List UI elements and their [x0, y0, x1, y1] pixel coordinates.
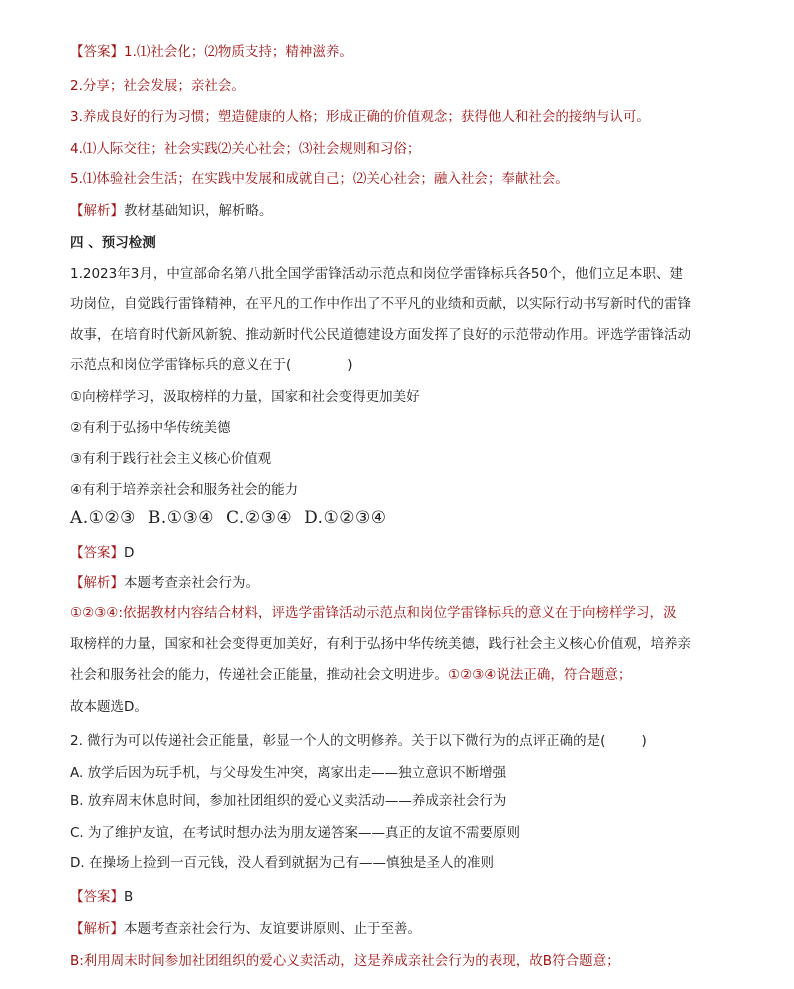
q1-explain-line-3	[70, 665, 631, 685]
q1-stem-close: )	[347, 357, 353, 373]
answer-line-5: 5.⑴体验社会生活；在实践中发展和成就自己；⑵关心社会；融入社会；奉献社会。	[70, 171, 569, 187]
q1-option-b: B.①③④	[147, 508, 215, 528]
answer-line-3: 3.养成良好的行为习惯；塑造健康的人格；形成正确的价值观念；获得他人和社会的接纳与认可。	[70, 109, 650, 125]
q1-answer: D	[124, 545, 135, 561]
answer-line-1	[70, 42, 353, 62]
analysis-tag: 【解析】	[70, 203, 124, 219]
q2-stem-close: )	[641, 733, 647, 749]
q2-option-b: B. 放弃周末休息时间，参加社团组织的爱心义卖活动——养成亲社会行为	[70, 793, 507, 809]
q1-options	[70, 508, 398, 528]
q1-analysis-line	[70, 573, 259, 593]
q1-stem-line-3: 故事，在培育时代新风新貌、推动新时代公民道德建设方面发挥了良好的示范带动作用。评选学雷锋活动	[70, 327, 691, 343]
q1-explain-text-3: 社会和服务社会的能力，传递社会正能量，推动社会文明进步。	[70, 667, 448, 683]
q1-conclusion: 故本题选D。	[70, 699, 148, 715]
q2-option-a: A. 放学后因为玩手机，与父母发生冲突，离家出走——独立意识不断增强	[70, 765, 507, 781]
q2-analysis: 本题考查亲社会行为、友谊要讲原则、止于至善。	[124, 921, 421, 937]
q2-analysis-line	[70, 919, 421, 939]
q2-stem-line	[70, 731, 647, 751]
answer-tag: 【答案】	[70, 44, 124, 60]
q1-stem-text-4: 示范点和岗位学雷锋标兵的意义在于(	[70, 357, 292, 373]
q2-option-d: D. 在操场上捡到一百元钱，没人看到就据为己有——慎独是圣人的准则	[70, 855, 494, 871]
q1-analysis: 本题考查亲社会行为。	[124, 575, 259, 591]
q2-option-c: C. 为了维护友谊，在考试时想办法为朋友递答案——真正的友谊不需要原则	[70, 825, 521, 841]
q1-explain-line-2: 取榜样的力量，国家和社会变得更加美好，有利于弘扬中华传统美德，践行社会主义核心价值观，培养亲	[70, 636, 691, 652]
q1-item-1: ①向榜样学习，汲取榜样的力量，国家和社会变得更加美好	[70, 389, 420, 405]
q2-explain-line: B:利用周末时间参加社团组织的爱心义卖活动，这是养成亲社会行为的表现，故B符合题意；	[70, 953, 620, 969]
analysis-tag: 【解析】	[70, 575, 124, 591]
answer-line-2: 2.分享；社会发展；亲社会。	[70, 78, 245, 94]
q1-option-c: C.②③④	[226, 508, 293, 528]
analysis-text-0: 教材基础知识，解析略。	[124, 203, 273, 219]
analysis-tag: 【解析】	[70, 921, 124, 937]
q1-answer-line	[70, 543, 134, 563]
q1-stem-line-2: 功岗位，自觉践行雷锋精神，在平凡的工作中作出了不平凡的业绩和贡献，以实际行动书写新时代的雷锋	[70, 296, 691, 312]
answer-tag: 【答案】	[70, 545, 124, 561]
answer-text-1: 1.⑴社会化；⑵物质支持；精神滋养。	[124, 44, 353, 60]
q2-answer: B	[124, 889, 134, 905]
analysis-line-0	[70, 201, 273, 221]
q1-option-d: D.①②③④	[304, 508, 387, 528]
q1-stem-line-1: 1.2023年3月，中宣部命名第八批全国学雷锋活动示范点和岗位学雷锋标兵各50个，他们立足本职、建	[70, 266, 684, 282]
answer-tag: 【答案】	[70, 889, 124, 905]
answer-line-4: 4.⑴人际交往；社会实践⑵关心社会；⑶社会规则和习俗；	[70, 141, 421, 157]
q1-item-4: ④有利于培养亲社会和服务社会的能力	[70, 482, 299, 498]
q1-option-a: A.①②③	[70, 508, 136, 528]
q1-item-3: ③有利于践行社会主义核心价值观	[70, 451, 272, 467]
q1-explain-conclusion: ①②③④说法正确，符合题意；	[448, 667, 632, 683]
q1-explain-line-1: ①②③④:依据教材内容结合材料，评选学雷锋活动示范点和岗位学雷锋标兵的意义在于向榜样学习，汲	[70, 605, 677, 621]
q1-stem-line-4	[70, 355, 353, 375]
q2-stem: 2. 微行为可以传递社会正能量，彰显一个人的文明修养。关于以下微行为的点评正确的是(	[70, 733, 606, 749]
q2-answer-line	[70, 887, 133, 907]
q1-item-2: ②有利于弘扬中华传统美德	[70, 420, 231, 436]
section-title: 四 、预习检测	[70, 235, 156, 251]
